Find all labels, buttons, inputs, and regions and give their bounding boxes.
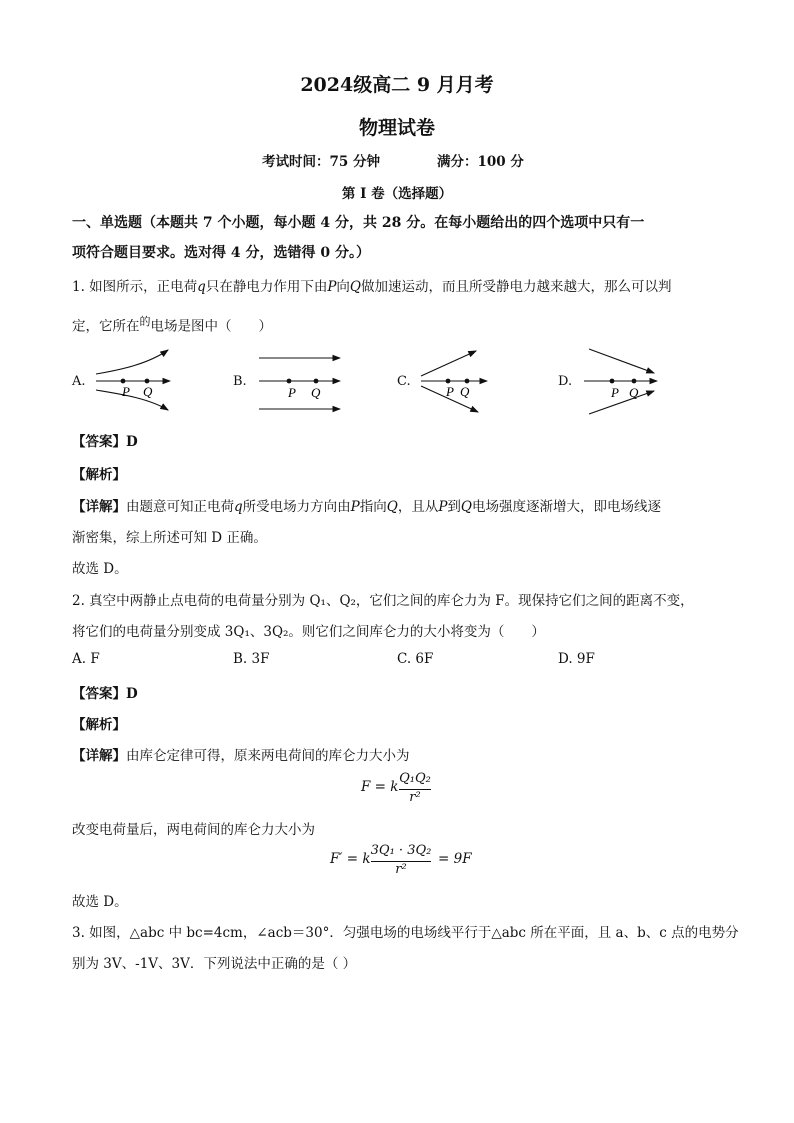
subject-title: 物理试卷 bbox=[358, 117, 435, 139]
option-b-p-label: P bbox=[288, 385, 296, 400]
exam-time: 考试时间：75 分钟 bbox=[262, 154, 380, 170]
option-d-q-label: Q bbox=[629, 385, 639, 400]
q2-detail-line: 【详解】由库仑定律可得，原来两电荷间的库仑力大小为 bbox=[72, 748, 410, 764]
option-c-diagram bbox=[421, 351, 487, 412]
formula1-lhs: F = k bbox=[361, 779, 399, 795]
option-a-diagram bbox=[96, 350, 170, 410]
formula2-denominator: r² bbox=[395, 862, 407, 877]
section-heading-line1: 一、单选题（本题共 7 个小题，每小题 4 分，共 28 分。在每小题给出的四个选项中只有一 bbox=[72, 215, 645, 231]
q2-stem-line2: 将它们的电荷量分别变成 3Q₁、3Q₂。则它们之间库仑力的大小将变为（ ） bbox=[72, 624, 545, 640]
volume-title: 第 I 卷（选择题） bbox=[341, 186, 453, 202]
formula1-numerator: Q₁Q₂ bbox=[399, 771, 431, 786]
q1-conclusion: 故选 D。 bbox=[72, 561, 128, 577]
q2-after-text: 改变电荷量后，两电荷间的库仑力大小为 bbox=[72, 822, 315, 838]
q1-option-c-label: C. bbox=[397, 374, 411, 389]
q1-answer: 【答案】D bbox=[72, 434, 138, 450]
q3-stem-line2: 别为 3V、-1V、3V．下列说法中正确的是（ ） bbox=[72, 956, 357, 972]
q1-detail-line1: 【详解】由题意可知正电荷q所受电场力方向由P指向Q，且从P到Q电场强度逐渐增大，即电场线逐 bbox=[72, 499, 661, 515]
q2-option-b: B. 3F bbox=[233, 651, 270, 667]
q2-answer: 【答案】D bbox=[72, 686, 138, 702]
q3-stem-line1: 3. 如图，△abc 中 bc=4cm，∠acb＝30°．匀强电场的电场线平行于△abc 所在平面，且 a、b、c 点的电势分 bbox=[72, 925, 739, 941]
option-d-diagram bbox=[584, 349, 657, 414]
option-b-q-label: Q bbox=[311, 385, 321, 400]
q2-option-d: D. 9F bbox=[558, 651, 595, 667]
q1-option-b-label: B. bbox=[233, 374, 247, 389]
formula2-numerator: 3Q₁ · 3Q₂ bbox=[370, 843, 432, 858]
q2-analysis-label: 【解析】 bbox=[72, 717, 126, 733]
option-c-p-label: P bbox=[446, 384, 454, 399]
formula2-rhs: = 9F bbox=[438, 851, 472, 867]
q2-option-c: C. 6F bbox=[397, 651, 434, 667]
option-d-p-label: P bbox=[611, 385, 619, 400]
q2-stem-line1: 2. 真空中两静止点电荷的电荷量分别为 Q₁、Q₂，它们之间的库仑力为 F。现保持它们之间的距离不变， bbox=[72, 593, 694, 609]
option-a-q-label: Q bbox=[143, 384, 153, 399]
option-a-p-label: P bbox=[122, 384, 130, 399]
q1-stem-line2: 定，它所在$^的$电场是图中（ ） bbox=[72, 315, 272, 335]
option-b-diagram bbox=[259, 358, 340, 409]
formula2-lhs: F′ = k bbox=[330, 851, 371, 867]
exam-title: 2024级高二 9 月月考 bbox=[300, 74, 494, 96]
q1-option-d-label: D. bbox=[558, 374, 573, 389]
formula1-denominator: r² bbox=[409, 790, 421, 805]
q1-analysis-label: 【解析】 bbox=[72, 467, 126, 483]
q1-option-a-label: A. bbox=[72, 374, 86, 389]
q2-conclusion: 故选 D。 bbox=[72, 894, 128, 910]
option-c-q-label: Q bbox=[460, 384, 470, 399]
q2-option-a: A. F bbox=[72, 651, 100, 667]
q1-detail-line2: 渐密集，综上所述可知 D 正确。 bbox=[72, 530, 267, 546]
section-heading-line2: 项符合题目要求。选对得 4 分，选错得 0 分。） bbox=[72, 245, 370, 261]
q1-stem-line1: 1. 如图所示，正电荷q只在静电力作用下由P向Q做加速运动，而且所受静电力越来越大，那么可以判 bbox=[72, 279, 672, 295]
q1-field-diagrams bbox=[0, 340, 794, 420]
full-score: 满分：100 分 bbox=[437, 154, 524, 170]
